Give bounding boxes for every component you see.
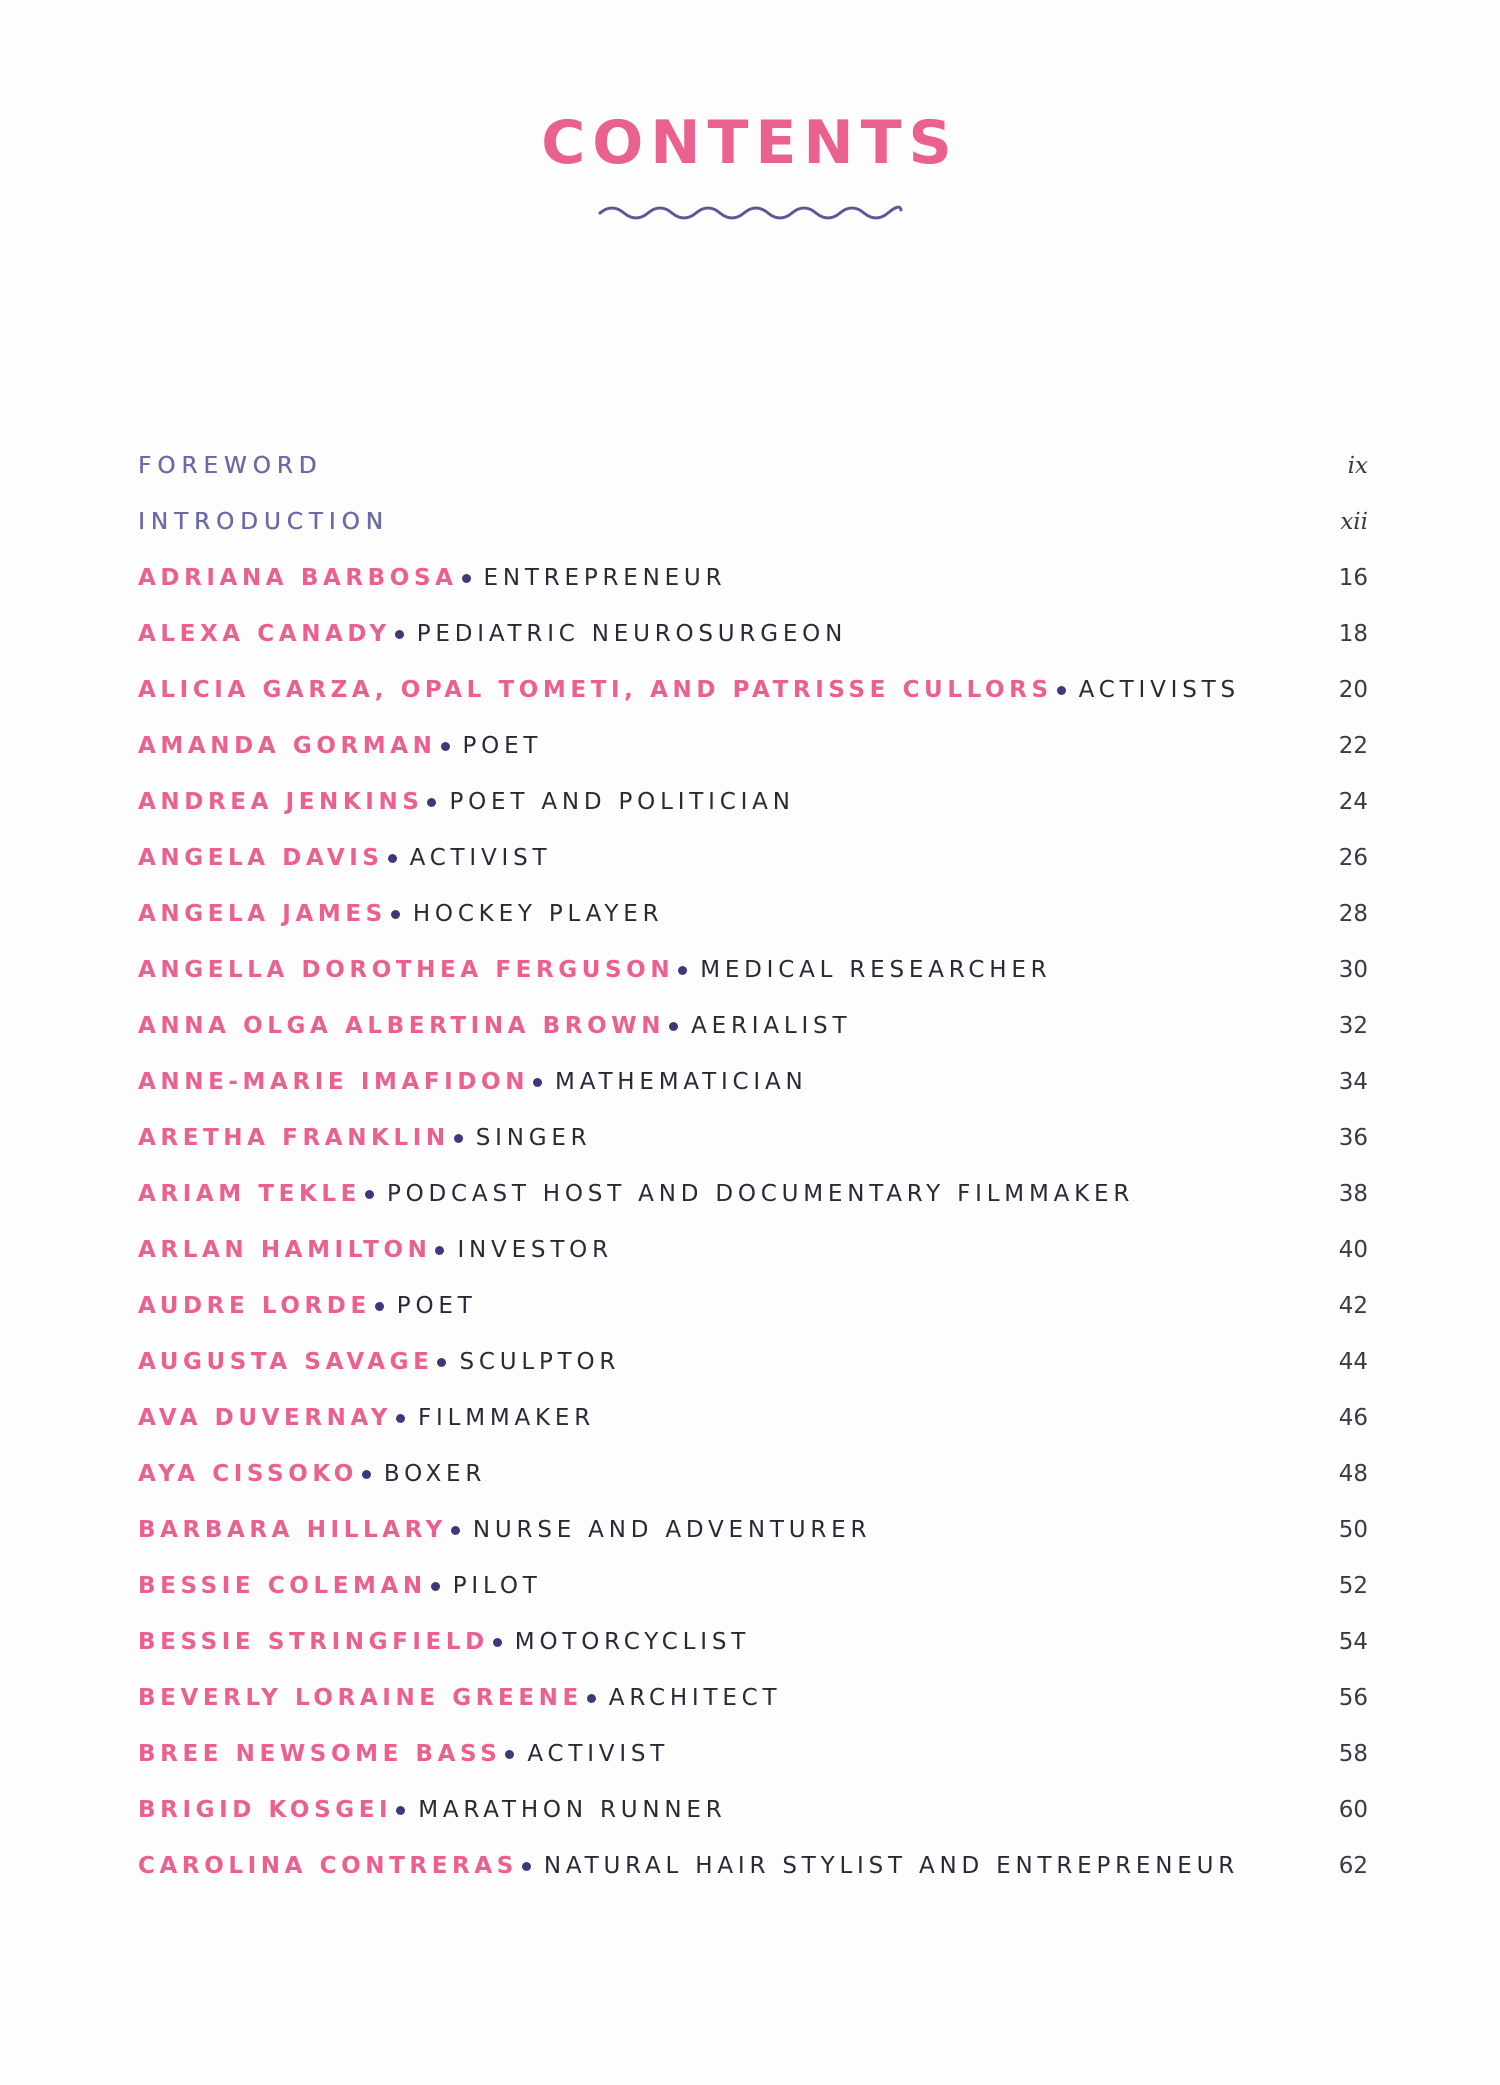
entry-page: 50 (1338, 1517, 1368, 1543)
entry-role: ACTIVISTS (1078, 677, 1240, 703)
bullet-dot-icon (678, 966, 687, 975)
entry-role: HOCKEY PLAYER (412, 901, 664, 927)
entry-role: NATURAL HAIR STYLIST AND ENTREPRENEUR (543, 1853, 1239, 1879)
entry-role: FILMMAKER (417, 1405, 596, 1431)
entry-name: BRIGID KOSGEI (138, 1797, 393, 1823)
bullet-dot-icon (427, 798, 436, 807)
entry-role: SCULPTOR (459, 1349, 621, 1375)
entry-page: 32 (1338, 1013, 1368, 1039)
bullet-dot-icon (451, 1526, 460, 1535)
entry-role: PODCAST HOST AND DOCUMENTARY FILMMAKER (386, 1181, 1135, 1207)
entry-page: 56 (1338, 1685, 1368, 1711)
entry-name: AUDRE LORDE (138, 1293, 371, 1319)
entry-role: MARATHON RUNNER (418, 1797, 727, 1823)
toc-entry-foreword[interactable] (138, 446, 1368, 486)
bullet-dot-icon (362, 1470, 371, 1479)
entry-page: 24 (1338, 789, 1368, 815)
entry-role: SINGER (475, 1125, 592, 1151)
entry-name: CAROLINA CONTRERAS (138, 1853, 518, 1879)
entry-name: ARIAM TEKLE (138, 1181, 361, 1207)
toc-entry[interactable] (138, 614, 1368, 654)
entry-name: ALEXA CANADY (138, 621, 391, 647)
entry-page: 40 (1338, 1237, 1368, 1263)
entry-page: 54 (1338, 1629, 1368, 1655)
toc-entry[interactable] (138, 1790, 1368, 1830)
entry-page: 18 (1338, 621, 1368, 647)
entry-page: 20 (1338, 677, 1368, 703)
bullet-dot-icon (493, 1638, 502, 1647)
entry-page: 44 (1338, 1349, 1368, 1375)
entry-role: ENTREPRENEUR (483, 565, 727, 591)
toc-entry[interactable] (138, 1678, 1368, 1718)
entry-role: ACTIVIST (527, 1741, 670, 1767)
entry-page: xii (1340, 509, 1368, 535)
bullet-dot-icon (533, 1078, 542, 1087)
bullet-dot-icon (505, 1750, 514, 1759)
entry-name: ADRIANA BARBOSA (138, 565, 458, 591)
entry-role: PILOT (452, 1573, 542, 1599)
bullet-dot-icon (375, 1302, 384, 1311)
entry-role: ACTIVIST (409, 845, 552, 871)
entry-role: MOTORCYCLIST (514, 1629, 751, 1655)
entry-role: BOXER (383, 1461, 487, 1487)
entry-page: 28 (1338, 901, 1368, 927)
entry-role: NURSE AND ADVENTURER (472, 1517, 872, 1543)
entry-page: 30 (1338, 957, 1368, 983)
bullet-dot-icon (395, 630, 404, 639)
entry-role: POET (462, 733, 543, 759)
toc-entry[interactable] (138, 1398, 1368, 1438)
entry-name: ARLAN HAMILTON (138, 1237, 432, 1263)
entry-role: AERIALIST (691, 1013, 852, 1039)
entry-page: 22 (1338, 733, 1368, 759)
bullet-dot-icon (587, 1694, 596, 1703)
bullet-dot-icon (522, 1862, 531, 1871)
toc-entry[interactable] (138, 1454, 1368, 1494)
bullet-dot-icon (462, 574, 471, 583)
entry-name: ARETHA FRANKLIN (138, 1125, 450, 1151)
toc-entry-introduction[interactable] (138, 502, 1368, 542)
toc-entry[interactable] (138, 782, 1368, 822)
entry-page: 42 (1338, 1293, 1368, 1319)
toc-entry[interactable] (138, 1622, 1368, 1662)
bullet-dot-icon (396, 1806, 405, 1815)
entry-name: BREE NEWSOME BASS (138, 1741, 502, 1767)
toc-entry[interactable] (138, 670, 1368, 710)
entry-page: 62 (1338, 1853, 1368, 1879)
entry-role: ARCHITECT (608, 1685, 782, 1711)
entry-role: POET AND POLITICIAN (449, 789, 795, 815)
bullet-dot-icon (441, 742, 450, 751)
entry-page: 36 (1338, 1125, 1368, 1151)
entry-page: 26 (1338, 845, 1368, 871)
entry-name: AUGUSTA SAVAGE (138, 1349, 434, 1375)
entry-name: ALICIA GARZA, OPAL TOMETI, AND PATRISSE CULLORS (138, 677, 1053, 703)
entry-role: MATHEMATICIAN (555, 1069, 808, 1095)
bullet-dot-icon (454, 1134, 463, 1143)
bullet-dot-icon (391, 910, 400, 919)
toc-entry[interactable] (138, 1846, 1368, 1886)
toc-entry[interactable] (138, 1006, 1368, 1046)
bullet-dot-icon (365, 1190, 374, 1199)
bullet-dot-icon (1057, 686, 1066, 695)
entry-name: BESSIE STRINGFIELD (138, 1629, 489, 1655)
entry-page: ix (1347, 453, 1368, 479)
entry-page: 52 (1338, 1573, 1368, 1599)
entry-role: MEDICAL RESEARCHER (700, 957, 1052, 983)
toc-entry[interactable] (138, 950, 1368, 990)
entry-name: ANNE-MARIE IMAFIDON (138, 1069, 530, 1095)
bullet-dot-icon (431, 1582, 440, 1591)
entry-page: 46 (1338, 1405, 1368, 1431)
bullet-dot-icon (396, 1414, 405, 1423)
toc-entry[interactable] (138, 1118, 1368, 1158)
toc-entry[interactable] (138, 1062, 1368, 1102)
entry-page: 16 (1338, 565, 1368, 591)
toc-entry[interactable] (138, 838, 1368, 878)
entry-role: POET (396, 1293, 477, 1319)
entry-name: INTRODUCTION (138, 509, 389, 535)
entry-name: ANGELLA DOROTHEA FERGUSON (138, 957, 675, 983)
toc-entry[interactable] (138, 894, 1368, 934)
entry-name: BESSIE COLEMAN (138, 1573, 427, 1599)
entry-role: PEDIATRIC NEUROSURGEON (416, 621, 848, 647)
entry-name: ANGELA JAMES (138, 901, 387, 927)
toc-entry[interactable] (138, 1174, 1368, 1214)
toc-entry[interactable] (138, 1734, 1368, 1774)
bullet-dot-icon (437, 1358, 446, 1367)
entry-name: ANNA OLGA ALBERTINA BROWN (138, 1013, 666, 1039)
entry-page: 34 (1338, 1069, 1368, 1095)
bullet-dot-icon (388, 854, 397, 863)
entry-name: BEVERLY LORAINE GREENE (138, 1685, 583, 1711)
entry-page: 38 (1338, 1181, 1368, 1207)
toc-entry[interactable] (138, 726, 1368, 766)
entry-page: 58 (1338, 1741, 1368, 1767)
entry-name: FOREWORD (138, 453, 323, 479)
bullet-dot-icon (435, 1246, 444, 1255)
toc-entry[interactable] (138, 1286, 1368, 1326)
page-title: CONTENTS (541, 108, 959, 178)
entry-page: 48 (1338, 1461, 1368, 1487)
entry-page: 60 (1338, 1797, 1368, 1823)
entry-name: AYA CISSOKO (138, 1461, 358, 1487)
toc-entry[interactable] (138, 1566, 1368, 1606)
entry-name: ANGELA DAVIS (138, 845, 384, 871)
entry-name: ANDREA JENKINS (138, 789, 424, 815)
toc-entry[interactable] (138, 1230, 1368, 1270)
toc-entry[interactable] (138, 558, 1368, 598)
bullet-dot-icon (669, 1022, 678, 1031)
entry-role: INVESTOR (457, 1237, 613, 1263)
toc-entry[interactable] (138, 1510, 1368, 1550)
entry-name: AMANDA GORMAN (138, 733, 437, 759)
toc-entry[interactable] (138, 1342, 1368, 1382)
entry-name: BARBARA HILLARY (138, 1517, 447, 1543)
entry-name: AVA DUVERNAY (138, 1405, 392, 1431)
